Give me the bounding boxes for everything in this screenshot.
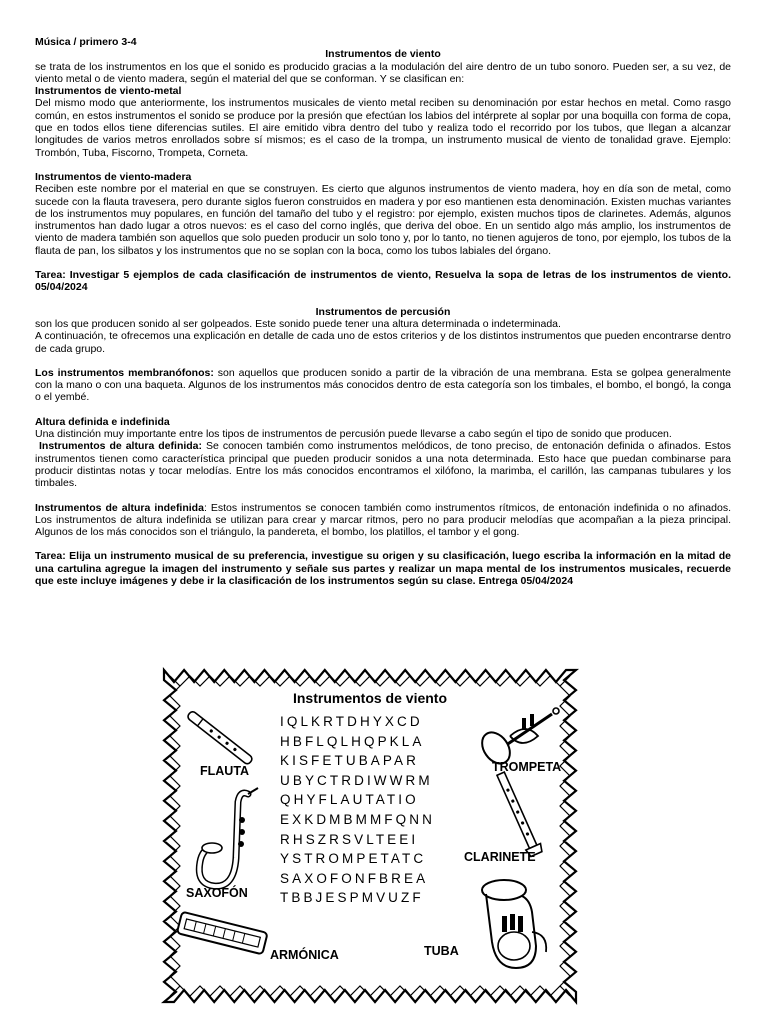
madera-heading: Instrumentos de viento-madera [35,170,192,183]
tuba-icon [482,880,546,968]
puzzle-row: RHSZRSVLTEEI [280,831,419,847]
puzzle-row: IQLKRTDHYXCD [280,714,423,729]
word-search-puzzle [160,666,580,1006]
label-saxofon: SAXOFÓN [186,886,248,900]
puzzle-row: KISFETUBAPAR [280,753,419,769]
label-tuba: TUBA [424,944,459,958]
indefinida-label: Instrumentos de altura indefinida [35,501,204,514]
letter-grid [280,712,460,908]
definida-label: Instrumentos de altura definida: [38,440,203,453]
puzzle-row: EXKDMBMMFQNN [280,811,435,827]
tarea-percusion: Tarea: Elija un instrumento musical de su preferencia, investigue su origen y su clasificación, luego escriba la información en la mitad de una cartulina agregue la imagen del instrumento y señale sus partes y realizar un mapa mental de los instrumentos musicales, recuerde que este incluye imágenes y debe ir la clasificación de los instrumentos según su clase. Entrega 05/04/2024 [35,550,731,587]
saxophone-icon [199,788,258,886]
percusion-intro-1: son los que producen sonido al ser golpeados. Este sonido puede tener una altura determinada o indeterminada. [35,317,561,330]
puzzle-row: HBFLQLHQPKLA [280,733,425,749]
puzzle-title: Instrumentos de viento [292,690,448,706]
altura-heading: Altura definida e indefinida [35,415,170,428]
metal-heading: Instrumentos de viento-metal [35,85,182,98]
label-trompeta: TROMPETA [492,760,562,774]
indefinida-text: : Estos instrumentos se conocen también como instrumentos rítmicos, de entonación indefinida o no afinados. Los instrumentos de altura indefinida se utilizan para crear y marcar ritmos, pero no para producir melodías que acompañan a la pieza principal. Algunos de los más conocidos son el triángulo, la pandereta, el bombo, los platillos, el tambor y el gong. [35,501,731,539]
definida-text: Se conocen también como instrumentos melódicos, de tono preciso, de entonación definida o afinados. Estos instrumentos tienen como característica principal que pueden producir sonidos a una nota determinada. Esto hace que puedan combinarse para producir distintas notas y tocar melodías. Entre los más conocidos encontramos el xilófono, la marimba, el carillón, las campanas tubulares y los timbales. [35,440,732,490]
course-header: Música / primero 3-4 [35,36,137,48]
definida-paragraph [35,440,731,489]
section-title-percusion: Instrumentos de percusión [315,305,451,318]
madera-paragraph: Reciben este nombre por el material en que se construyen. Es cierto que algunos instrumentos de viento madera, hoy en día son de metal, como sucede con la flauta travesera, pero durante siglos fueron construidos en madera y por eso mantienen esta denominación. Existen muchas variantes de los instrumentos muy populares, en función del tamaño del tubo y el registro: por ejemplo, existen muchos tipos de clarinetes. Además, algunos instrumentos han dado lugar a otros nuevos: es el caso del corno inglés, que deriva del oboe. En un sentido algo más amplio, los instrumentos de viento de madera también son aquellos que solo pueden producir un solo tono y, por lo tanto, no tienen agujeros de tono, por ejemplo, los tubos de la flauta de pan, los silbatos y los instrumentos que no se soplan con la boca, como los tubos labiales del órgano. [35,183,731,257]
puzzle-row: QHYFLAUTATIO [280,792,419,808]
label-flauta: FLAUTA [200,764,250,778]
puzzle-row: YSTROMPETATC [280,851,427,867]
puzzle-row: TBBJESPMVUZF [280,890,424,906]
tarea-viento: Tarea: Investigar 5 ejemplos de cada clasificación de instrumentos de viento, Resuelva la sopa de letras de los instrumentos de viento. 05/04/2024 [35,269,731,294]
membranofonos-label: Los instrumentos membranófonos: [35,366,214,379]
label-clarinete: CLARINETE [464,850,536,864]
clarinet-icon [493,770,543,857]
altura-intro: Una distinción muy importante entre los tipos de instrumentos de percusión puede llevarse a cabo según el tipo de sonido que producen. [35,428,672,441]
indefinida-paragraph [35,502,731,539]
metal-paragraph: Del mismo modo que anteriormente, los instrumentos musicales de viento metal reciben su denominación por estar hechos en metal. Como rasgo común, en estos instrumentos el sonido se produce por la presión que efectúan los labios del intérprete al soplar por una boquilla con forma de copa, que en todos ellos tiene diferencias sutiles. El aire emitido vibra dentro del tubo y realiza todo el recorrido por los tubos, que llegan a alcanzar longitudes de varios metros enrollados sobre sí mismos; es el caso de la trompa, un instrumento musical de viento de tonalidad grave. Ejemplo: Trombón, Tuba, Fiscorno, Trompeta, Corneta. [35,97,731,159]
viento-intro: se trata de los instrumentos en los que el sonido es producido gracias a la modulación del aire dentro de un tubo sonoro. Pueden ser, a su vez, de viento metal o de viento madera, según el material del que se conforman. Y se clasifican en: [35,60,731,85]
document-page [35,36,731,587]
membranofonos-text: son aquellos que producen sonido a partir de la vibración de una membrana. Esta se golpea generalmente con la mano o con una baqueta. Algunos de los instrumentos más conocidos dentro de esta categoría son los timbales, el bombo, el bongó, la conga o el yembé. [35,366,731,404]
percusion-intro-2: A continuación, te ofrecemos una explicación en detalle de cada uno de estos criterios y de los distintos instrumentos que pueden encontrarse dentro de cada grupo. [35,330,731,355]
section-title-viento: Instrumentos de viento [325,48,441,61]
puzzle-row: UBYCTRDIWWRM [280,772,433,788]
puzzle-row: SAXOFONFBREA [280,870,429,886]
harmonica-icon [177,912,268,955]
membranofonos-paragraph [35,367,731,404]
flute-icon [186,710,253,765]
label-armonica: ARMÓNICA [270,948,339,962]
